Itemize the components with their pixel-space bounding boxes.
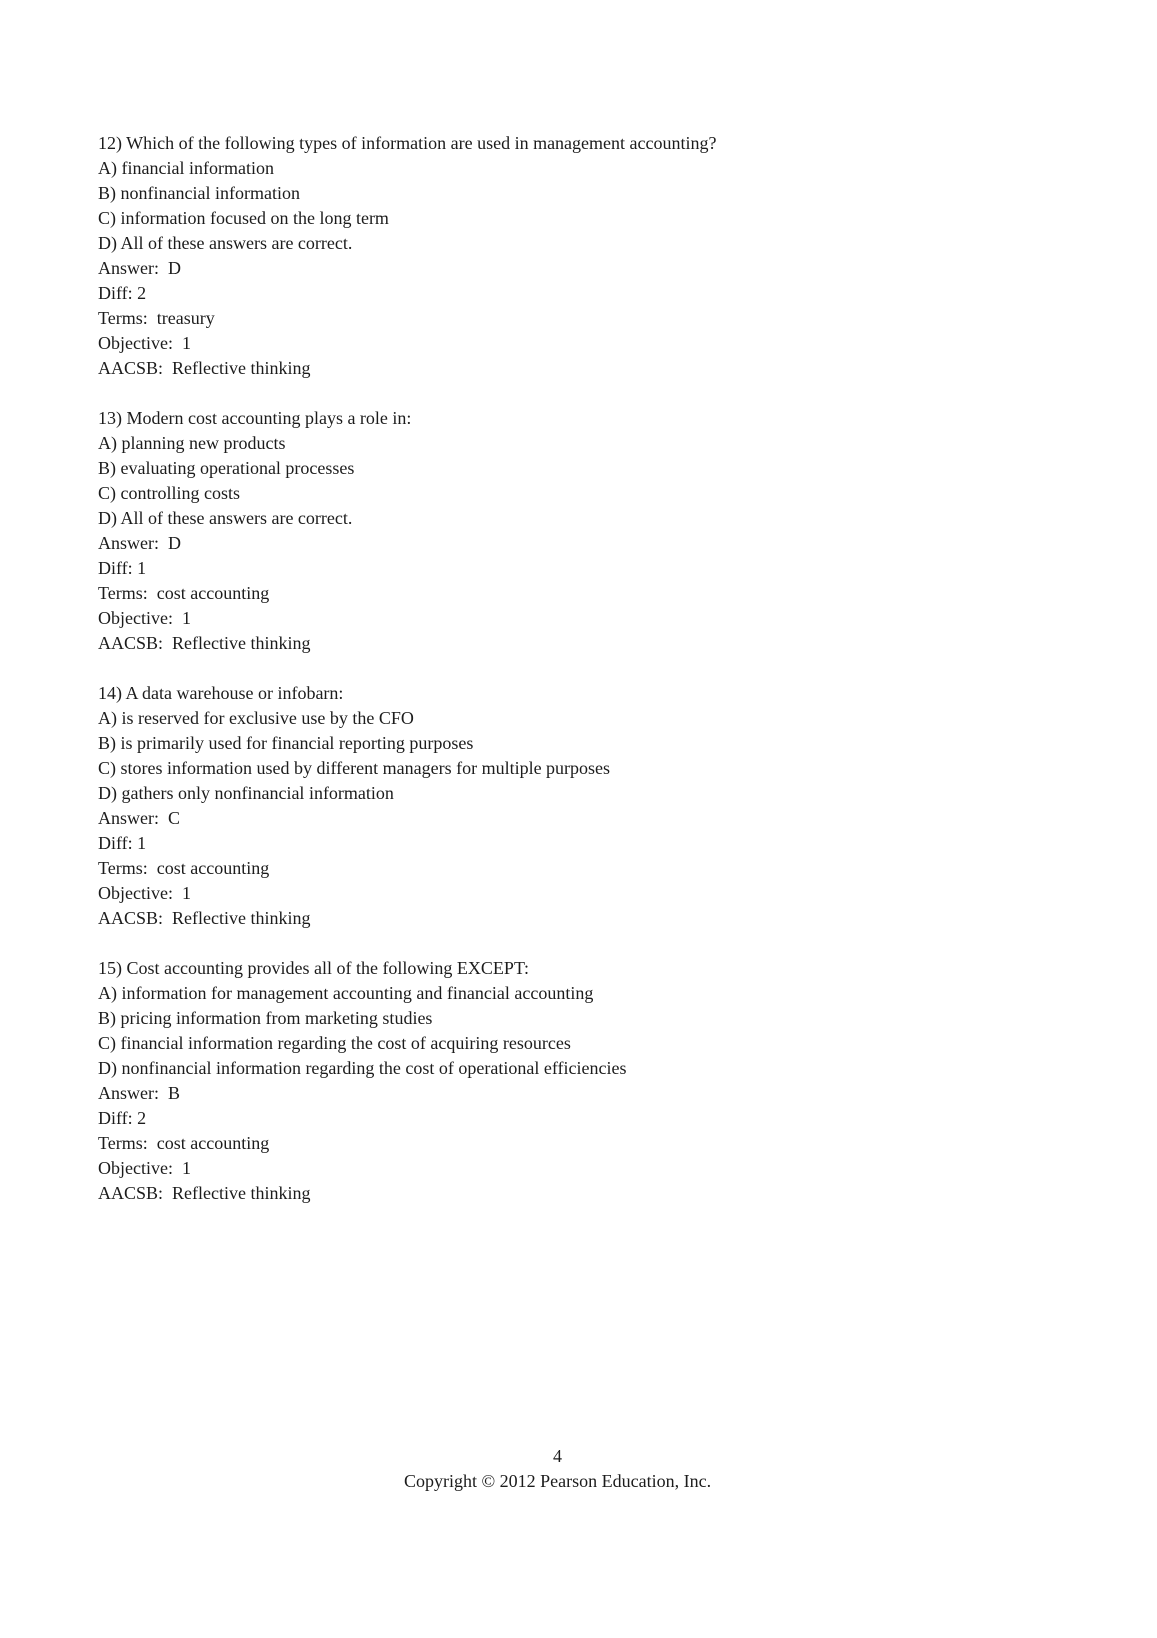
- aacsb-line: AACSB: Reflective thinking: [98, 1183, 311, 1203]
- objective-line: Objective: 1: [98, 608, 191, 628]
- aacsb-line: AACSB: Reflective thinking: [98, 908, 311, 928]
- diff-line: Diff: 2: [98, 283, 147, 303]
- choice-d: D) All of these answers are correct.: [98, 233, 353, 253]
- copyright-notice: Copyright © 2012 Pearson Education, Inc.: [403, 1471, 712, 1491]
- terms-line: Terms: cost accounting: [98, 1133, 270, 1153]
- terms-line: Terms: cost accounting: [98, 583, 270, 603]
- page-footer: [98, 1444, 1017, 1494]
- question-prompt: 12) Which of the following types of information are used in management accounting?: [98, 133, 717, 153]
- choice-c: C) controlling costs: [98, 483, 240, 503]
- diff-line: Diff: 1: [98, 833, 147, 853]
- diff-line: Diff: 2: [98, 1108, 147, 1128]
- question-prompt: 15) Cost accounting provides all of the following EXCEPT:: [98, 958, 530, 978]
- answer-line: Answer: C: [98, 808, 180, 828]
- choice-b: B) evaluating operational processes: [98, 458, 355, 478]
- terms-line: Terms: cost accounting: [98, 858, 270, 878]
- diff-line: Diff: 1: [98, 558, 147, 578]
- choice-b: B) nonfinancial information: [98, 183, 300, 203]
- choice-d: D) nonfinancial information regarding the cost of operational efficiencies: [98, 1058, 627, 1078]
- objective-line: Objective: 1: [98, 883, 191, 903]
- question-block-14: [98, 681, 1067, 931]
- question-block-12: [98, 131, 1067, 381]
- aacsb-line: AACSB: Reflective thinking: [98, 633, 311, 653]
- choice-c: C) stores information used by different managers for multiple purposes: [98, 758, 611, 778]
- answer-line: Answer: B: [98, 1083, 180, 1103]
- aacsb-line: AACSB: Reflective thinking: [98, 358, 311, 378]
- question-prompt: 14) A data warehouse or infobarn:: [98, 683, 344, 703]
- question-list: [98, 131, 1067, 1206]
- choice-a: A) is reserved for exclusive use by the CFO: [98, 708, 414, 728]
- choice-c: C) financial information regarding the cost of acquiring resources: [98, 1033, 571, 1053]
- question-prompt: 13) Modern cost accounting plays a role in:: [98, 408, 412, 428]
- page-number: 4: [553, 1446, 562, 1466]
- choice-a: A) information for management accounting and financial accounting: [98, 983, 594, 1003]
- terms-line: Terms: treasury: [98, 308, 215, 328]
- choice-a: A) planning new products: [98, 433, 286, 453]
- choice-c: C) information focused on the long term: [98, 208, 389, 228]
- question-block-13: [98, 406, 1067, 656]
- choice-a: A) financial information: [98, 158, 274, 178]
- choice-b: B) pricing information from marketing studies: [98, 1008, 433, 1028]
- answer-line: Answer: D: [98, 533, 181, 553]
- question-block-15: [98, 956, 1067, 1206]
- choice-b: B) is primarily used for financial reporting purposes: [98, 733, 474, 753]
- choice-d: D) gathers only nonfinancial information: [98, 783, 394, 803]
- objective-line: Objective: 1: [98, 333, 191, 353]
- objective-line: Objective: 1: [98, 1158, 191, 1178]
- choice-d: D) All of these answers are correct.: [98, 508, 353, 528]
- answer-line: Answer: D: [98, 258, 181, 278]
